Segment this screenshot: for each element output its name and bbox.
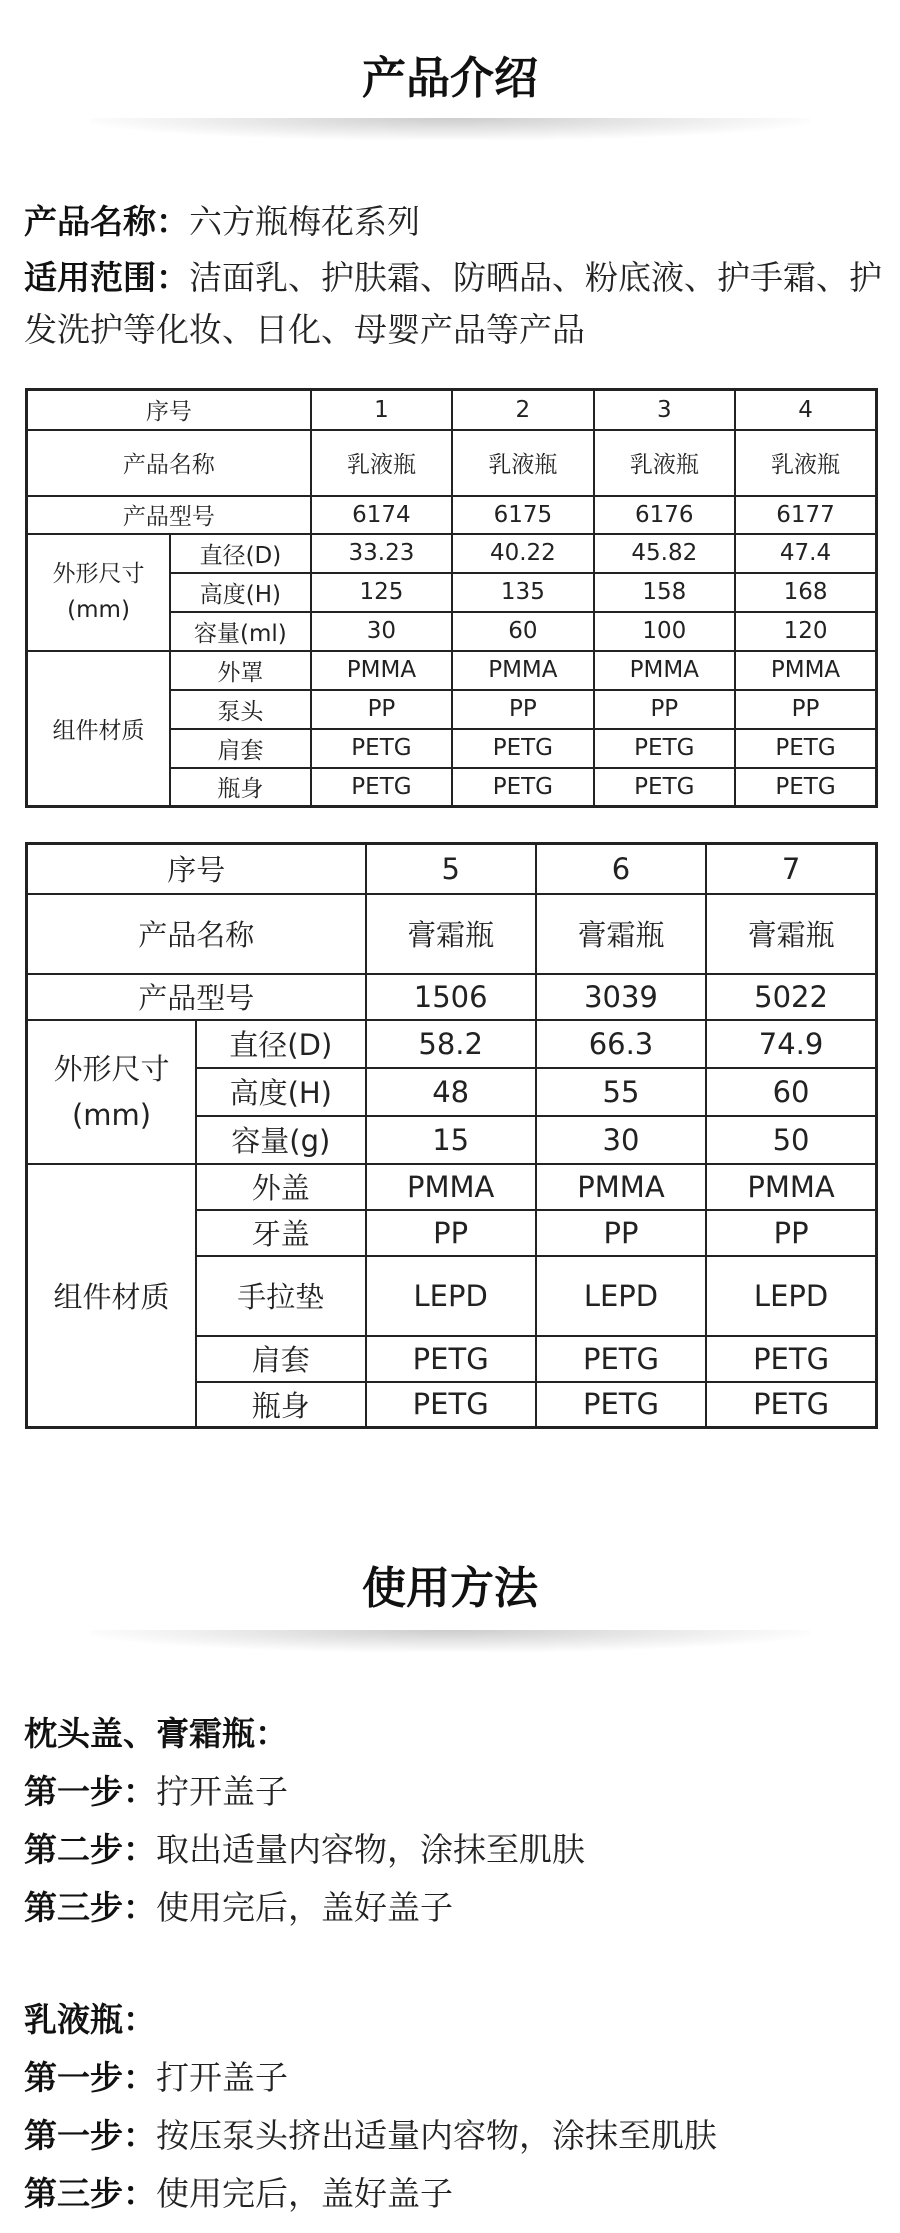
- step-text: 使用完后，盖好盖子: [156, 1888, 453, 1927]
- step-label: 第三步：: [24, 1888, 156, 1927]
- product-name-cell: 乳液瓶: [735, 430, 876, 496]
- material-cell: PETG: [452, 729, 593, 768]
- material-cell: PETG: [536, 1382, 706, 1428]
- usage-step: [24, 1770, 884, 1814]
- material-cell: PETG: [735, 768, 876, 807]
- model-cell: 5022: [706, 974, 876, 1020]
- material-label: 手拉垫: [196, 1256, 365, 1336]
- model-header: 产品型号: [27, 974, 366, 1020]
- step-label: 第一步：: [24, 2116, 156, 2155]
- material-cell: PETG: [452, 768, 593, 807]
- product-name-cell: 乳液瓶: [311, 430, 452, 496]
- product-name-label: 产品名称：: [24, 202, 189, 241]
- material-cell: PP: [536, 1210, 706, 1256]
- dimension-cell: 33.23: [311, 534, 452, 573]
- usage-step: [24, 1886, 884, 1930]
- seq-cell: 7: [706, 844, 876, 894]
- step-text: 拧开盖子: [156, 1772, 288, 1811]
- dimension-cell: 168: [735, 573, 876, 612]
- material-cell: PP: [735, 690, 876, 729]
- dimension-cell: 158: [594, 573, 735, 612]
- step-text: 打开盖子: [156, 2058, 288, 2097]
- material-cell: PP: [311, 690, 452, 729]
- product-name-cell: 膏霜瓶: [366, 894, 536, 974]
- material-cell: PETG: [706, 1382, 876, 1428]
- step-label: 第一步：: [24, 1772, 156, 1811]
- material-cell: PETG: [706, 1336, 876, 1382]
- step-label: 第一步：: [24, 2058, 156, 2097]
- dimension-cell: 55: [536, 1068, 706, 1116]
- scope-value: 洁面乳、护肤霜、防晒品、粉底液、护手霜、护发洗护等化妆、日化、母婴产品等产品: [24, 258, 882, 349]
- seq-label: 序号: [27, 844, 366, 894]
- material-cell: PMMA: [706, 1164, 876, 1210]
- material-label: 瓶身: [196, 1382, 365, 1428]
- material-cell: PETG: [311, 768, 452, 807]
- material-cell: PMMA: [366, 1164, 536, 1210]
- table-row: [27, 651, 877, 690]
- title-shadow-divider: [90, 118, 810, 140]
- seq-cell: 5: [366, 844, 536, 894]
- usage-step: [24, 1828, 884, 1872]
- table-row: [27, 844, 877, 894]
- material-cell: PMMA: [594, 651, 735, 690]
- material-cell: PETG: [594, 768, 735, 807]
- usage-group-heading: [24, 1998, 884, 2042]
- material-label: 牙盖: [196, 1210, 365, 1256]
- title-shadow-divider: [90, 1630, 810, 1652]
- step-text: 使用完后，盖好盖子: [156, 2174, 453, 2213]
- material-cell: PMMA: [452, 651, 593, 690]
- dimension-label: 高度(H): [196, 1068, 365, 1116]
- usage-group-heading: [24, 1712, 884, 1756]
- material-cell: PMMA: [536, 1164, 706, 1210]
- dimension-label: 直径(D): [196, 1020, 365, 1068]
- seq-cell: 3: [594, 390, 735, 430]
- product-name-value: 六方瓶梅花系列: [189, 202, 420, 241]
- table-row: [27, 1164, 877, 1210]
- material-label: 泵头: [170, 690, 311, 729]
- dimension-cell: 60: [706, 1068, 876, 1116]
- table-row: [27, 390, 877, 430]
- material-cell: PETG: [366, 1382, 536, 1428]
- dimension-label: 直径(D): [170, 534, 311, 573]
- table-row: [27, 496, 877, 534]
- dimension-cell: 135: [452, 573, 593, 612]
- material-cell: PP: [366, 1210, 536, 1256]
- dimension-cell: 45.82: [594, 534, 735, 573]
- material-label: 外罩: [170, 651, 311, 690]
- table-row: [27, 894, 877, 974]
- product-name-header: 产品名称: [27, 430, 311, 496]
- dimension-cell: 125: [311, 573, 452, 612]
- dimension-cell: 60: [452, 612, 593, 651]
- seq-cell: 2: [452, 390, 593, 430]
- seq-label: 序号: [27, 390, 311, 430]
- dimension-label: 高度(H): [170, 573, 311, 612]
- seq-cell: 1: [311, 390, 452, 430]
- dimension-cell: 48: [366, 1068, 536, 1116]
- spec-table-1: [25, 388, 878, 808]
- material-cell: PP: [594, 690, 735, 729]
- step-text: 按压泵头挤出适量内容物，涂抹至肌肤: [156, 2116, 717, 2155]
- material-group-label: 组件材质: [27, 651, 171, 807]
- scope-line: [24, 252, 884, 356]
- dimension-cell: 66.3: [536, 1020, 706, 1068]
- product-name-cell: 膏霜瓶: [706, 894, 876, 974]
- dimension-cell: 30: [311, 612, 452, 651]
- material-group-label: 组件材质: [27, 1164, 197, 1428]
- usage-step: [24, 2114, 884, 2158]
- dimension-cell: 74.9: [706, 1020, 876, 1068]
- seq-cell: 6: [536, 844, 706, 894]
- dimension-cell: 58.2: [366, 1020, 536, 1068]
- usage-group-heading-text: 枕头盖、膏霜瓶：: [24, 1714, 288, 1753]
- material-label: 外盖: [196, 1164, 365, 1210]
- model-cell: 6176: [594, 496, 735, 534]
- product-name-header: 产品名称: [27, 894, 366, 974]
- usage-step: [24, 2172, 884, 2216]
- product-name-line: [24, 200, 884, 244]
- product-name-cell: 乳液瓶: [452, 430, 593, 496]
- material-cell: PMMA: [735, 651, 876, 690]
- table-row: [27, 430, 877, 496]
- usage-group-heading-text: 乳液瓶：: [24, 2000, 156, 2039]
- material-label: 肩套: [196, 1336, 365, 1382]
- dimension-group-label: 外形尺寸 (mm): [27, 1020, 197, 1164]
- section-title-product-intro: 产品介绍: [362, 53, 538, 104]
- model-cell: 6177: [735, 496, 876, 534]
- material-label: 瓶身: [170, 768, 311, 807]
- product-name-cell: 膏霜瓶: [536, 894, 706, 974]
- product-name-cell: 乳液瓶: [594, 430, 735, 496]
- model-cell: 1506: [366, 974, 536, 1020]
- material-cell: PP: [706, 1210, 876, 1256]
- table-row: [27, 1020, 877, 1068]
- material-cell: PETG: [594, 729, 735, 768]
- dimension-cell: 47.4: [735, 534, 876, 573]
- dimension-label: 容量(ml): [170, 612, 311, 651]
- dimension-group-label: 外形尺寸 (mm): [27, 534, 171, 651]
- material-cell: PETG: [311, 729, 452, 768]
- usage-step: [24, 2056, 884, 2100]
- step-label: 第三步：: [24, 2174, 156, 2213]
- material-cell: LEPD: [706, 1256, 876, 1336]
- dimension-cell: 100: [594, 612, 735, 651]
- section-title-usage: 使用方法: [362, 1563, 538, 1614]
- step-label: 第二步：: [24, 1830, 156, 1869]
- scope-label: 适用范围：: [24, 258, 189, 297]
- model-cell: 6174: [311, 496, 452, 534]
- material-cell: PP: [452, 690, 593, 729]
- model-header: 产品型号: [27, 496, 311, 534]
- model-cell: 3039: [536, 974, 706, 1020]
- material-cell: PETG: [735, 729, 876, 768]
- material-cell: PETG: [536, 1336, 706, 1382]
- material-cell: LEPD: [536, 1256, 706, 1336]
- material-label: 肩套: [170, 729, 311, 768]
- dimension-cell: 120: [735, 612, 876, 651]
- spec-table-2: [25, 842, 878, 1429]
- dimension-cell: 30: [536, 1116, 706, 1164]
- dimension-cell: 50: [706, 1116, 876, 1164]
- material-cell: PETG: [366, 1336, 536, 1382]
- dimension-cell: 15: [366, 1116, 536, 1164]
- material-cell: PMMA: [311, 651, 452, 690]
- dimension-label: 容量(g): [196, 1116, 365, 1164]
- model-cell: 6175: [452, 496, 593, 534]
- seq-cell: 4: [735, 390, 876, 430]
- material-cell: LEPD: [366, 1256, 536, 1336]
- dimension-cell: 40.22: [452, 534, 593, 573]
- step-text: 取出适量内容物，涂抹至肌肤: [156, 1830, 585, 1869]
- table-row: [27, 974, 877, 1020]
- table-row: [27, 534, 877, 573]
